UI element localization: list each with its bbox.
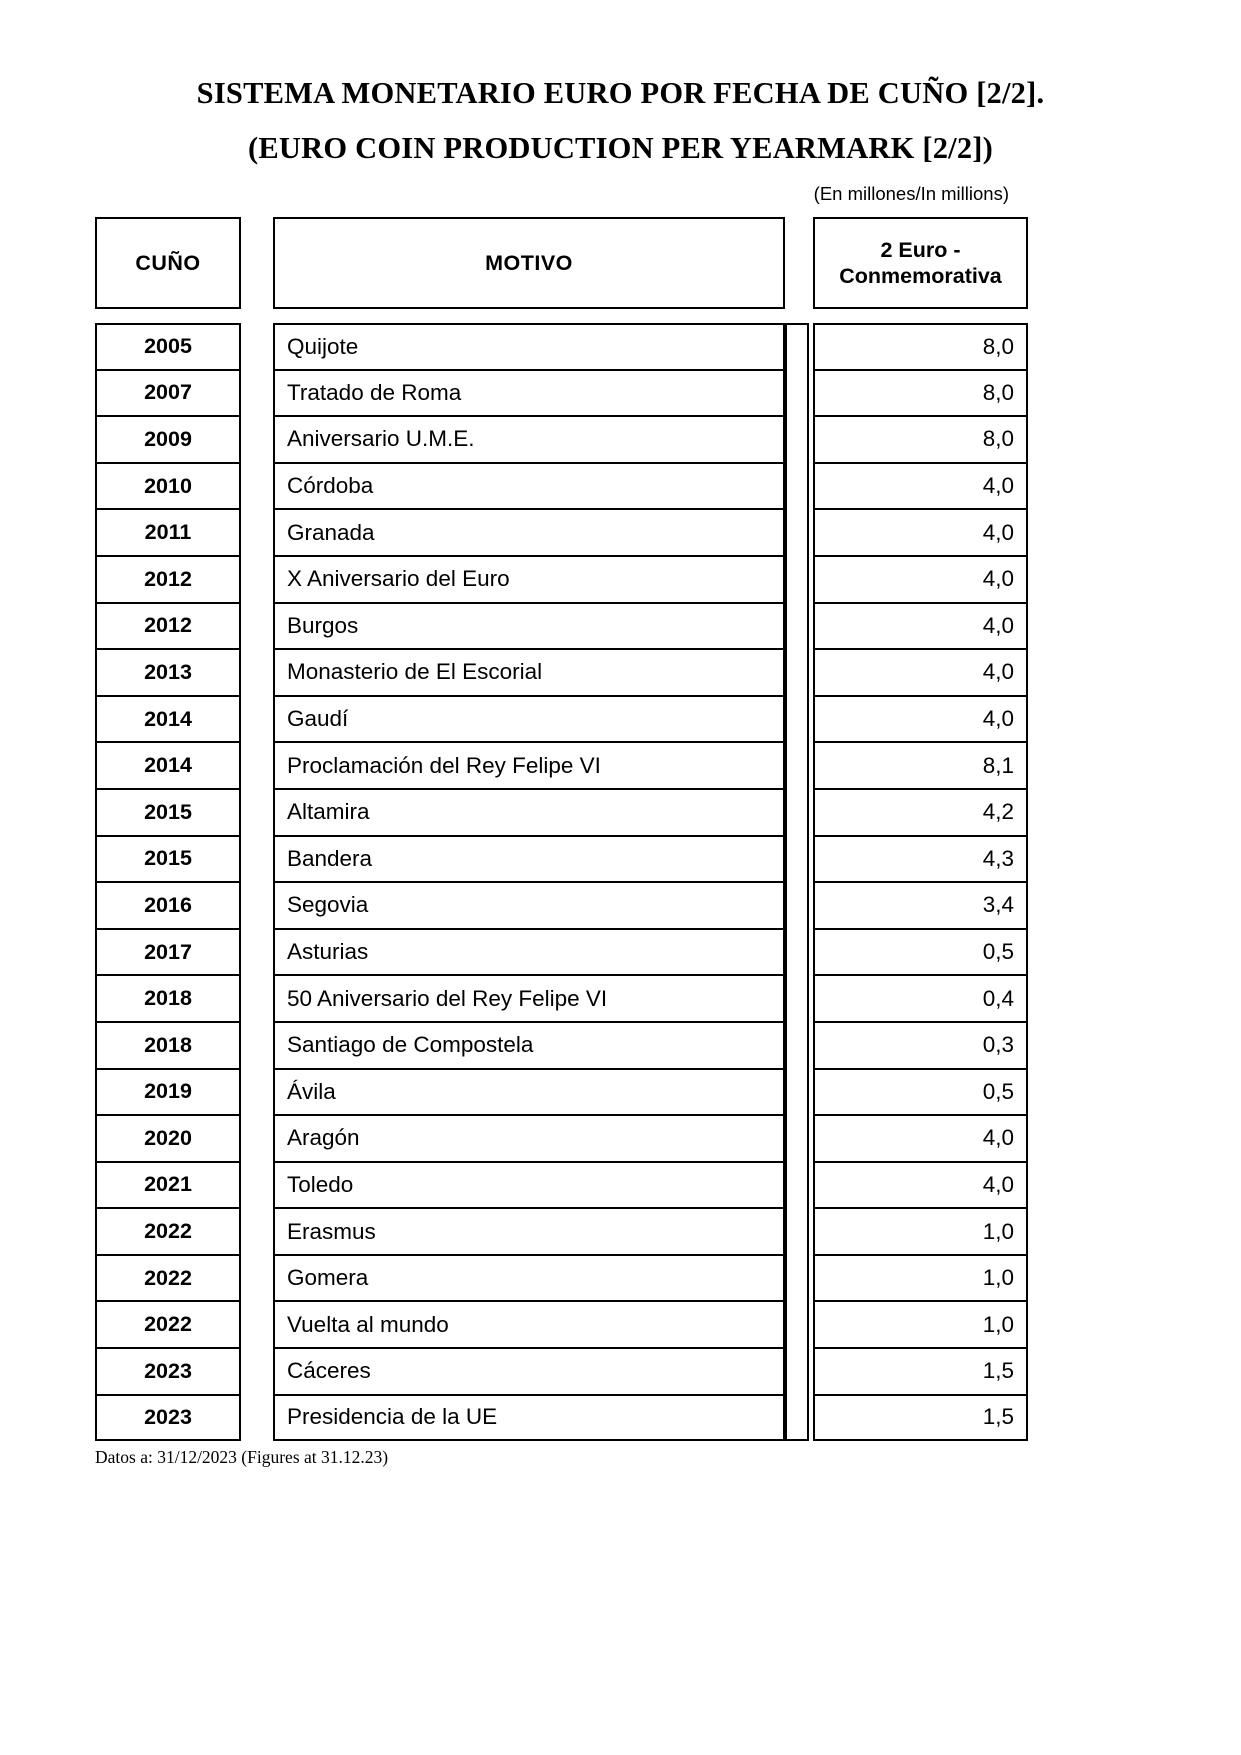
cell-spacer — [785, 1395, 809, 1442]
cell-spacer — [785, 1348, 809, 1395]
table-row — [95, 975, 1241, 1022]
cell-motivo: Burgos — [273, 603, 785, 650]
cell-commemorative-value: 8,0 — [813, 416, 1028, 463]
cell-motivo: Erasmus — [273, 1208, 785, 1255]
row-gap-a — [241, 509, 273, 556]
row-gap-a — [241, 1115, 273, 1162]
cell-commemorative-value: 4,2 — [813, 789, 1028, 836]
table-row — [95, 929, 1241, 976]
row-gap-a — [241, 1301, 273, 1348]
cell-commemorative-value: 0,3 — [813, 1022, 1028, 1069]
cell-cuno: 2018 — [95, 1022, 241, 1069]
cell-motivo: Monasterio de El Escorial — [273, 649, 785, 696]
cell-commemorative-value: 4,0 — [813, 509, 1028, 556]
table-row — [95, 789, 1241, 836]
cell-spacer — [785, 463, 809, 510]
table-row — [95, 649, 1241, 696]
table-row — [95, 836, 1241, 883]
cell-cuno: 2022 — [95, 1208, 241, 1255]
cell-motivo: Asturias — [273, 929, 785, 976]
cell-spacer — [785, 1069, 809, 1116]
cell-motivo: 50 Aniversario del Rey Felipe VI — [273, 975, 785, 1022]
cell-motivo: Vuelta al mundo — [273, 1301, 785, 1348]
cell-motivo: Cáceres — [273, 1348, 785, 1395]
cell-spacer — [785, 975, 809, 1022]
table-row — [95, 323, 1241, 370]
cell-motivo: Gomera — [273, 1255, 785, 1302]
cell-motivo: Gaudí — [273, 696, 785, 743]
cell-commemorative-value: 4,0 — [813, 649, 1028, 696]
row-gap-a — [241, 649, 273, 696]
cell-cuno: 2017 — [95, 929, 241, 976]
cell-spacer — [785, 882, 809, 929]
table-row — [95, 1348, 1241, 1395]
cell-cuno: 2014 — [95, 696, 241, 743]
cell-cuno: 2015 — [95, 836, 241, 883]
cell-cuno: 2007 — [95, 370, 241, 417]
row-gap-a — [241, 416, 273, 463]
row-gap-a — [241, 1255, 273, 1302]
cell-cuno: 2023 — [95, 1395, 241, 1442]
cell-spacer — [785, 1301, 809, 1348]
data-table — [0, 217, 1241, 1441]
header-gap-a — [241, 217, 273, 309]
row-gap-a — [241, 1395, 273, 1442]
cell-commemorative-value: 1,5 — [813, 1395, 1028, 1442]
row-gap-a — [241, 1162, 273, 1209]
cell-motivo: Aragón — [273, 1115, 785, 1162]
column-header-commemorative-line-2: Conmemorativa — [839, 264, 1002, 288]
cell-spacer — [785, 1208, 809, 1255]
cell-cuno: 2019 — [95, 1069, 241, 1116]
cell-spacer — [785, 1115, 809, 1162]
cell-spacer — [785, 370, 809, 417]
table-header-row — [95, 217, 1241, 309]
row-gap-a — [241, 370, 273, 417]
footer-note: Datos a: 31/12/2023 (Figures at 31.12.23) — [95, 1447, 389, 1468]
column-header-cuno: CUÑO — [95, 217, 241, 309]
cell-commemorative-value: 0,5 — [813, 1069, 1028, 1116]
table-row — [95, 509, 1241, 556]
cell-cuno: 2011 — [95, 509, 241, 556]
cell-commemorative-value: 4,0 — [813, 1115, 1028, 1162]
cell-spacer — [785, 556, 809, 603]
cell-motivo: Córdoba — [273, 463, 785, 510]
cell-spacer — [785, 603, 809, 650]
document-title-line-2: (EURO COIN PRODUCTION PER YEARMARK [2/2]) — [248, 130, 993, 165]
cell-spacer — [785, 323, 809, 370]
table-row — [95, 1022, 1241, 1069]
cell-spacer — [785, 1255, 809, 1302]
cell-cuno: 2018 — [95, 975, 241, 1022]
table-row — [95, 1162, 1241, 1209]
cell-cuno: 2013 — [95, 649, 241, 696]
table-row — [95, 742, 1241, 789]
cell-spacer — [785, 1022, 809, 1069]
cell-cuno: 2012 — [95, 603, 241, 650]
cell-cuno: 2014 — [95, 742, 241, 789]
row-gap-a — [241, 603, 273, 650]
cell-cuno: 2021 — [95, 1162, 241, 1209]
table-row — [95, 696, 1241, 743]
cell-spacer — [785, 1162, 809, 1209]
row-gap-a — [241, 836, 273, 883]
cell-spacer — [785, 789, 809, 836]
cell-commemorative-value: 1,0 — [813, 1301, 1028, 1348]
table-row — [95, 1301, 1241, 1348]
table-body — [95, 323, 1241, 1441]
cell-commemorative-value: 0,5 — [813, 929, 1028, 976]
cell-spacer — [785, 929, 809, 976]
cell-commemorative-value: 1,0 — [813, 1208, 1028, 1255]
header-spacer-column — [785, 217, 809, 309]
cell-commemorative-value: 1,5 — [813, 1348, 1028, 1395]
column-header-motivo: MOTIVO — [273, 217, 785, 309]
table-row — [95, 1395, 1241, 1442]
cell-cuno: 2005 — [95, 323, 241, 370]
cell-commemorative-value: 4,0 — [813, 603, 1028, 650]
document-title-line-1: SISTEMA MONETARIO EURO POR FECHA DE CUÑO [2/2]. — [196, 76, 1045, 110]
column-header-commemorative — [813, 217, 1028, 309]
cell-motivo: Ávila — [273, 1069, 785, 1116]
cell-commemorative-value: 4,0 — [813, 696, 1028, 743]
row-gap-a — [241, 696, 273, 743]
row-gap-a — [241, 975, 273, 1022]
table-row — [95, 416, 1241, 463]
row-gap-a — [241, 556, 273, 603]
cell-cuno: 2012 — [95, 556, 241, 603]
cell-cuno: 2022 — [95, 1255, 241, 1302]
cell-motivo: Tratado de Roma — [273, 370, 785, 417]
cell-motivo: X Aniversario del Euro — [273, 556, 785, 603]
cell-cuno: 2009 — [95, 416, 241, 463]
cell-cuno: 2015 — [95, 789, 241, 836]
cell-spacer — [785, 836, 809, 883]
cell-motivo: Santiago de Compostela — [273, 1022, 785, 1069]
units-note: (En millones/In millions) — [813, 183, 1009, 204]
table-row — [95, 1069, 1241, 1116]
cell-motivo: Presidencia de la UE — [273, 1395, 785, 1442]
cell-commemorative-value: 3,4 — [813, 882, 1028, 929]
row-gap-a — [241, 323, 273, 370]
row-gap-a — [241, 882, 273, 929]
cell-motivo: Toledo — [273, 1162, 785, 1209]
cell-spacer — [785, 742, 809, 789]
cell-motivo: Segovia — [273, 882, 785, 929]
table-row — [95, 370, 1241, 417]
cell-commemorative-value: 0,4 — [813, 975, 1028, 1022]
cell-motivo: Granada — [273, 509, 785, 556]
cell-spacer — [785, 416, 809, 463]
row-gap-a — [241, 1069, 273, 1116]
row-gap-a — [241, 463, 273, 510]
cell-commemorative-value: 8,0 — [813, 323, 1028, 370]
cell-commemorative-value: 1,0 — [813, 1255, 1028, 1302]
cell-commemorative-value: 4,0 — [813, 463, 1028, 510]
table-row — [95, 603, 1241, 650]
cell-commemorative-value: 4,0 — [813, 556, 1028, 603]
cell-motivo: Proclamación del Rey Felipe VI — [273, 742, 785, 789]
cell-motivo: Altamira — [273, 789, 785, 836]
cell-cuno: 2022 — [95, 1301, 241, 1348]
cell-cuno: 2016 — [95, 882, 241, 929]
row-gap-a — [241, 742, 273, 789]
row-gap-a — [241, 929, 273, 976]
cell-commemorative-value: 4,3 — [813, 836, 1028, 883]
table-row — [95, 1115, 1241, 1162]
table-row — [95, 556, 1241, 603]
row-gap-a — [241, 1348, 273, 1395]
row-gap-a — [241, 1208, 273, 1255]
table-row — [95, 1255, 1241, 1302]
cell-cuno: 2020 — [95, 1115, 241, 1162]
cell-motivo: Aniversario U.M.E. — [273, 416, 785, 463]
cell-commemorative-value: 8,0 — [813, 370, 1028, 417]
title-block — [0, 0, 1241, 163]
cell-motivo: Quijote — [273, 323, 785, 370]
cell-commemorative-value: 8,1 — [813, 742, 1028, 789]
table-row — [95, 463, 1241, 510]
row-gap-a — [241, 789, 273, 836]
cell-motivo: Bandera — [273, 836, 785, 883]
row-gap-a — [241, 1022, 273, 1069]
cell-spacer — [785, 696, 809, 743]
cell-cuno: 2010 — [95, 463, 241, 510]
table-row — [95, 882, 1241, 929]
column-header-commemorative-line-1: 2 Euro - — [880, 237, 961, 262]
cell-spacer — [785, 649, 809, 696]
table-row — [95, 1208, 1241, 1255]
cell-spacer — [785, 509, 809, 556]
cell-cuno: 2023 — [95, 1348, 241, 1395]
cell-commemorative-value: 4,0 — [813, 1162, 1028, 1209]
